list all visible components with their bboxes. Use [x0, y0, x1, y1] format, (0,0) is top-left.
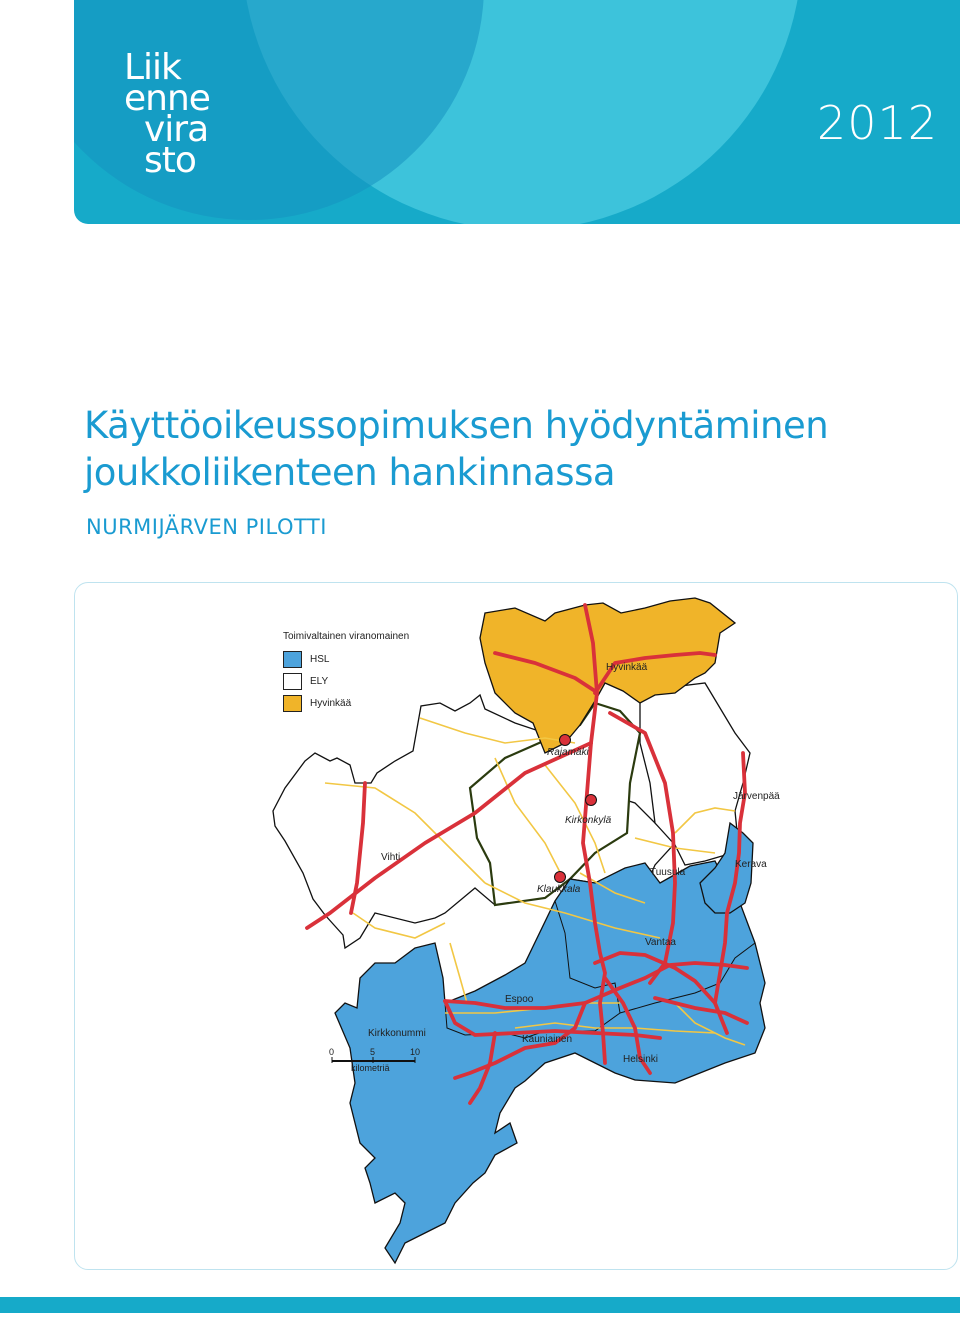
- footer-bar: [0, 1297, 960, 1313]
- scale-tick: 0: [329, 1047, 335, 1057]
- logo-line: Liik: [124, 47, 181, 88]
- document-subtitle: NURMIJÄRVEN PILOTTI: [86, 515, 327, 539]
- place-label-vihti: Vihti: [381, 852, 401, 863]
- scale-unit: kilometriä: [351, 1063, 390, 1073]
- logo-line: enne: [124, 78, 210, 119]
- legend-label: Hyvinkää: [310, 697, 352, 709]
- legend-label: ELY: [310, 675, 329, 687]
- place-label-helsinki: Helsinki: [623, 1054, 659, 1065]
- title-line: Käyttöoikeussopimuksen hyödyntäminen: [84, 404, 829, 447]
- legend-swatch: [283, 695, 302, 712]
- legend-item-ely: [283, 670, 409, 692]
- place-label-kirkonkyla: Kirkonkylä: [565, 815, 612, 826]
- place-label-hyvinkaa: Hyvinkää: [606, 662, 648, 673]
- town-marker-klaukkala: [555, 872, 566, 883]
- place-label-kerava: Kerava: [735, 859, 767, 870]
- region-map: [75, 583, 958, 1270]
- legend-label: HSL: [310, 653, 330, 665]
- place-label-jarvenpaa: Järvenpää: [733, 791, 780, 802]
- town-marker-rajamaki: [560, 735, 571, 746]
- cover-header: [74, 0, 960, 224]
- place-label-vantaa: Vantaa: [645, 937, 676, 948]
- scale-tick: 5: [370, 1047, 376, 1057]
- document-title: [84, 402, 828, 496]
- place-label-rajamaki: Rajamäki: [547, 747, 589, 758]
- place-label-klaukkala: Klaukkala: [537, 884, 581, 895]
- town-marker-kirkonkyla: [586, 795, 597, 806]
- legend-item-hyvinkaa: [283, 692, 409, 714]
- map-frame: [74, 582, 958, 1270]
- place-label-kirkkonummi: Kirkkonummi: [368, 1028, 426, 1039]
- legend-swatch: [283, 673, 302, 690]
- place-label-espoo: Espoo: [505, 994, 534, 1005]
- logo-line: vira: [144, 109, 209, 150]
- title-line: joukkoliikenteen hankinnassa: [84, 451, 616, 494]
- place-label-tuusula: Tuusula: [650, 867, 686, 878]
- legend-swatch: [283, 651, 302, 668]
- legend-title: Toimivaltainen viranomainen: [283, 631, 410, 642]
- liikennevirasto-logo: [124, 47, 210, 181]
- scale-tick: 10: [410, 1047, 421, 1057]
- logo-line: sto: [144, 140, 196, 181]
- place-label-kauniainen: Kauniainen: [522, 1034, 573, 1045]
- map-legend: [283, 631, 409, 714]
- report-year: 2012: [816, 96, 938, 150]
- legend-item-hsl: [283, 648, 409, 670]
